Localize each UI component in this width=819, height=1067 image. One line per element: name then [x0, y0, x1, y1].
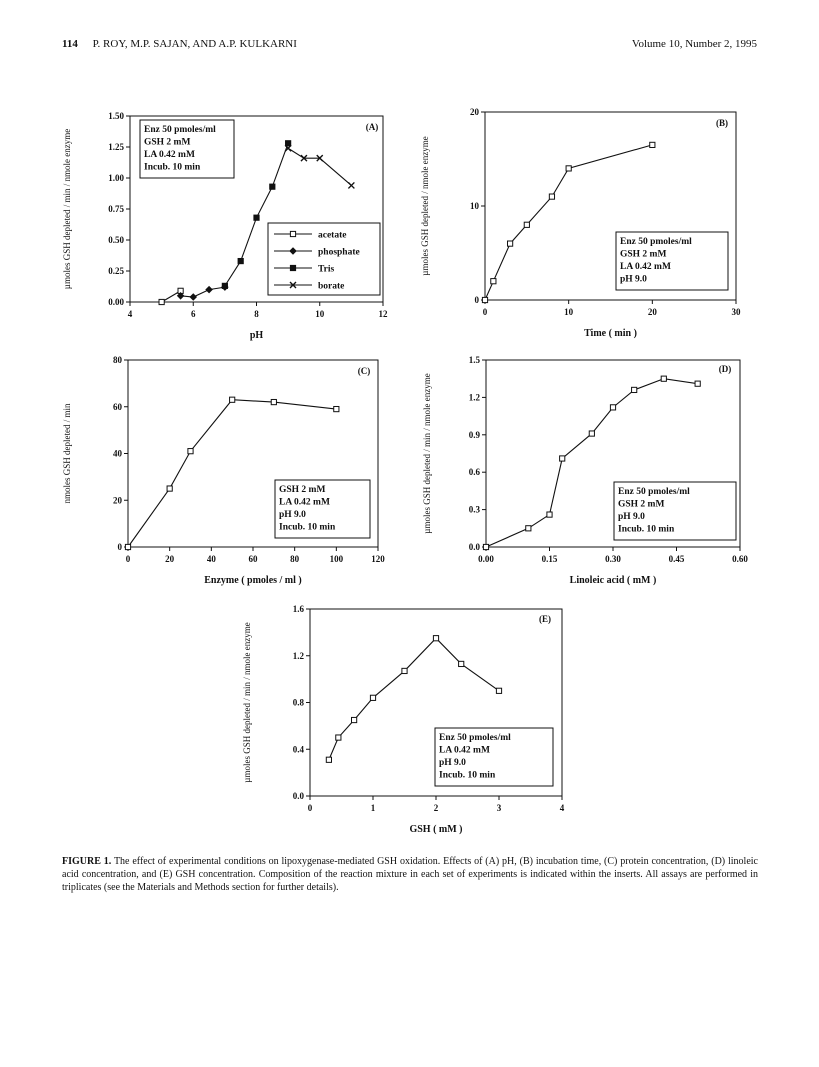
panel-a-label: (A) — [365, 122, 379, 132]
panel-d-data-point — [526, 526, 531, 531]
panel-a-y-tick-label: 0.75 — [108, 204, 124, 214]
panel-a-data-point — [206, 286, 212, 292]
panel-a-data-point — [159, 299, 164, 304]
page-number: 114 — [62, 38, 78, 50]
panel-e-y-tick-label: 0.4 — [292, 744, 304, 755]
panel-c-x-tick-label: 20 — [165, 554, 175, 564]
panel-c-label: (C) — [357, 366, 371, 376]
panel-e-inset-line: Incub. 10 min — [439, 770, 496, 781]
panel-d-data-point — [483, 544, 488, 549]
panel-a-y-tick-label: 1.25 — [108, 142, 124, 152]
panel-e-inset-line: Enz 50 pmoles/ml — [439, 733, 511, 743]
panel-b-data-point — [650, 142, 655, 147]
panel-b-data-point — [566, 166, 571, 171]
panel-d-data-point — [610, 405, 615, 410]
panel-a-series-line — [181, 287, 225, 297]
panel-e-y-tick-label: 1.6 — [292, 604, 304, 614]
panel-c-x-tick-label: 120 — [371, 554, 385, 564]
panel-d-x-tick-label: 0.15 — [541, 554, 558, 564]
panel-c-y-tick-label: 0 — [117, 542, 122, 552]
panel-c-data-point — [125, 544, 130, 549]
panel-e-x-tick-label: 2 — [433, 803, 439, 813]
panel-d-x-tick-label: 0.00 — [478, 554, 494, 564]
panel-d-x-tick-label: 0.30 — [605, 554, 621, 564]
panel-a-x-tick-label: 10 — [315, 309, 325, 319]
panel-d-data-point — [560, 456, 565, 461]
panel-b-inset-line: GSH 2 mM — [620, 249, 667, 260]
panel-a-legend-entry: borate — [318, 281, 345, 292]
panel-a-y-tick-label: 0.00 — [108, 297, 124, 307]
panel-e-y-tick-label: 0.0 — [292, 791, 304, 801]
panel-a-data-point — [190, 294, 196, 300]
panel-a-data-point — [348, 182, 354, 188]
panel-a-inset-line: LA 0.42 mM — [144, 150, 195, 160]
panel-a-data-point — [286, 141, 291, 146]
panel-e-data-point — [370, 695, 375, 700]
panel-c-inset-line: GSH 2 mM — [279, 485, 326, 495]
panel-d-data-point — [661, 376, 666, 381]
figure-label: FIGURE 1. — [62, 856, 112, 867]
panel-c-data-point — [271, 399, 276, 404]
panel-b-y-tick-label: 20 — [470, 107, 479, 117]
panel-a-x-tick-label: 12 — [378, 309, 388, 319]
panel-b-inset-line: LA 0.42 mM — [620, 262, 671, 272]
panel-b-x-tick-label: 30 — [731, 307, 741, 317]
panel-b-data-point — [549, 194, 554, 199]
panel-a-y-tick-label: 0.25 — [108, 266, 124, 276]
panel-b-y-axis-label: µmoles GSH depleted / nmole enzyme — [420, 136, 430, 276]
panel-a-x-tick-label: 4 — [127, 309, 133, 319]
panel-a-inset-line: Enz 50 pmoles/ml — [144, 125, 216, 135]
figure-caption — [62, 855, 758, 894]
panel-a-series-line — [288, 148, 351, 185]
panel-e-x-axis-label: GSH ( mM ) — [409, 824, 463, 835]
panel-d-inset-line: GSH 2 mM — [618, 499, 665, 510]
panel-c-y-tick-label: 60 — [113, 401, 122, 412]
panel-d-y-tick-label: 0.0 — [468, 542, 480, 552]
panel-e-x-tick-label: 4 — [559, 803, 565, 813]
panel-d-y-tick-label: 0.3 — [468, 504, 480, 515]
panel-d-data-point — [547, 512, 552, 517]
panel-d-x-tick-label: 0.45 — [668, 554, 685, 564]
panel-c-y-tick-label: 20 — [113, 495, 122, 506]
panel-a-data-point — [270, 184, 275, 189]
panel-d-y-tick-label: 1.2 — [468, 392, 480, 403]
panel-a-y-tick-label: 1.50 — [108, 111, 124, 121]
panel-b-inset-line: pH 9.0 — [620, 274, 647, 285]
panel-e-x-tick-label: 1 — [370, 803, 376, 813]
panel-d-data-point — [589, 431, 594, 436]
panel-b-data-point — [482, 297, 487, 302]
panel-e-inset-line: LA 0.42 mM — [439, 745, 490, 756]
panel-a-y-tick-label: 1.00 — [108, 173, 124, 183]
panel-d-inset-line: Enz 50 pmoles/ml — [618, 487, 690, 497]
panel-c-y-tick-label: 40 — [113, 448, 122, 459]
panel-e-y-tick-label: 0.8 — [292, 697, 304, 708]
panel-e-inset-line: pH 9.0 — [439, 758, 466, 768]
panel-c-x-axis-label: Enzyme ( pmoles / ml ) — [204, 575, 302, 586]
panel-e-data-point — [326, 757, 331, 762]
panel-c-data-point — [230, 397, 235, 402]
panel-a-legend-entry: Tris — [318, 264, 335, 275]
panel-b-x-axis-label: Time ( min ) — [584, 328, 637, 339]
panel-a-legend-entry: acetate — [318, 230, 347, 241]
panel-c-x-tick-label: 80 — [290, 554, 300, 564]
caption-text: The effect of experimental conditions on lipoxygenase-mediated GSH oxidation. Effects of (A) pH, (B) incubation time, (C) protein concentration, (D) linoleic acid concentration, and (E) GSH concentration. Composition of the reaction mixture in each set of experiments is indicated within the inserts. All assays are performed in triplicates (see the Materials and Methods section for further details). — [62, 856, 758, 893]
panel-e-data-point — [433, 636, 438, 641]
panel-e-data-point — [496, 688, 501, 693]
panel-a-x-tick-label: 8 — [254, 309, 259, 319]
panel-c-inset-line: LA 0.42 mM — [279, 497, 330, 508]
panel-d-y-tick-label: 0.6 — [468, 467, 480, 478]
panel-d-y-tick-label: 0.9 — [468, 429, 480, 440]
panel-e-x-tick-label: 3 — [496, 803, 502, 813]
panel-d-x-tick-label: 0.60 — [732, 554, 748, 564]
panel-a-x-tick-label: 6 — [191, 309, 196, 319]
panel-d-data-point — [695, 381, 700, 386]
panel-e-label: (E) — [539, 614, 551, 624]
panel-a-y-tick-label: 0.50 — [108, 235, 124, 245]
panel-b-label: (B) — [716, 118, 728, 128]
panel-e-y-tick-label: 1.2 — [292, 650, 304, 661]
panel-c-y-axis-label: nmoles GSH depleted / min — [62, 403, 72, 504]
panel-c-x-tick-label: 40 — [206, 554, 216, 564]
panel-c-data-point — [188, 449, 193, 454]
panel-a-data-point — [222, 283, 227, 288]
panel-d-x-axis-label: Linoleic acid ( mM ) — [569, 575, 657, 586]
panel-a-inset-line: GSH 2 mM — [144, 137, 191, 148]
panel-b-x-tick-label: 10 — [564, 307, 574, 317]
panel-c-x-tick-label: 100 — [329, 554, 344, 564]
panel-d-inset-line: pH 9.0 — [618, 512, 645, 522]
panel-e-data-point — [352, 717, 357, 722]
panel-c-x-tick-label: 0 — [125, 554, 131, 564]
panel-a-legend-entry: phosphate — [318, 247, 360, 258]
panel-a-y-axis-label: µmoles GSH depleted / min / nmole enzyme — [62, 128, 72, 290]
panel-d-y-axis-label: µmoles GSH depleted / min / nmole enzyme — [422, 373, 432, 534]
panel-b-y-tick-label: 10 — [470, 201, 479, 211]
panel-a-legend-marker — [290, 265, 295, 270]
panel-e-data-point — [402, 668, 407, 673]
panel-d-y-tick-label: 1.5 — [468, 355, 480, 365]
panel-e-data-point — [336, 735, 341, 740]
journal-volume: Volume 10, Number 2, 1995 — [631, 38, 757, 50]
panel-c-inset-line: Incub. 10 min — [279, 522, 336, 533]
panel-a-legend-marker — [290, 231, 295, 236]
panel-b-x-tick-label: 0 — [482, 307, 488, 317]
panel-e-y-axis-label: µmoles GSH depleted / min / nmole enzyme — [242, 622, 252, 783]
panel-c-data-point — [334, 406, 339, 411]
panel-c-data-point — [167, 486, 172, 491]
panel-b-data-point — [508, 241, 513, 246]
panel-c-y-tick-label: 80 — [113, 355, 122, 365]
panel-d-inset-line: Incub. 10 min — [618, 524, 675, 535]
panel-b-x-tick-label: 20 — [647, 307, 657, 317]
panel-b-inset-line: Enz 50 pmoles/ml — [620, 237, 692, 247]
panel-b-y-tick-label: 0 — [474, 295, 479, 305]
panel-c-x-tick-label: 60 — [248, 554, 258, 564]
panel-e-x-tick-label: 0 — [307, 803, 313, 813]
panel-a-inset-line: Incub. 10 min — [144, 162, 201, 173]
panel-e-data-point — [459, 661, 464, 666]
panel-a-data-point — [238, 258, 243, 263]
panel-a-data-point — [254, 215, 259, 220]
panel-b-data-point — [524, 222, 529, 227]
panel-d-data-point — [632, 387, 637, 392]
panel-b-data-point — [491, 279, 496, 284]
panel-c-inset-line: pH 9.0 — [279, 510, 306, 520]
panel-a-x-axis-label: pH — [249, 330, 264, 341]
panel-d-label: (D) — [718, 364, 732, 374]
running-authors: P. ROY, M.P. SAJAN, AND A.P. KULKARNI — [92, 38, 297, 50]
